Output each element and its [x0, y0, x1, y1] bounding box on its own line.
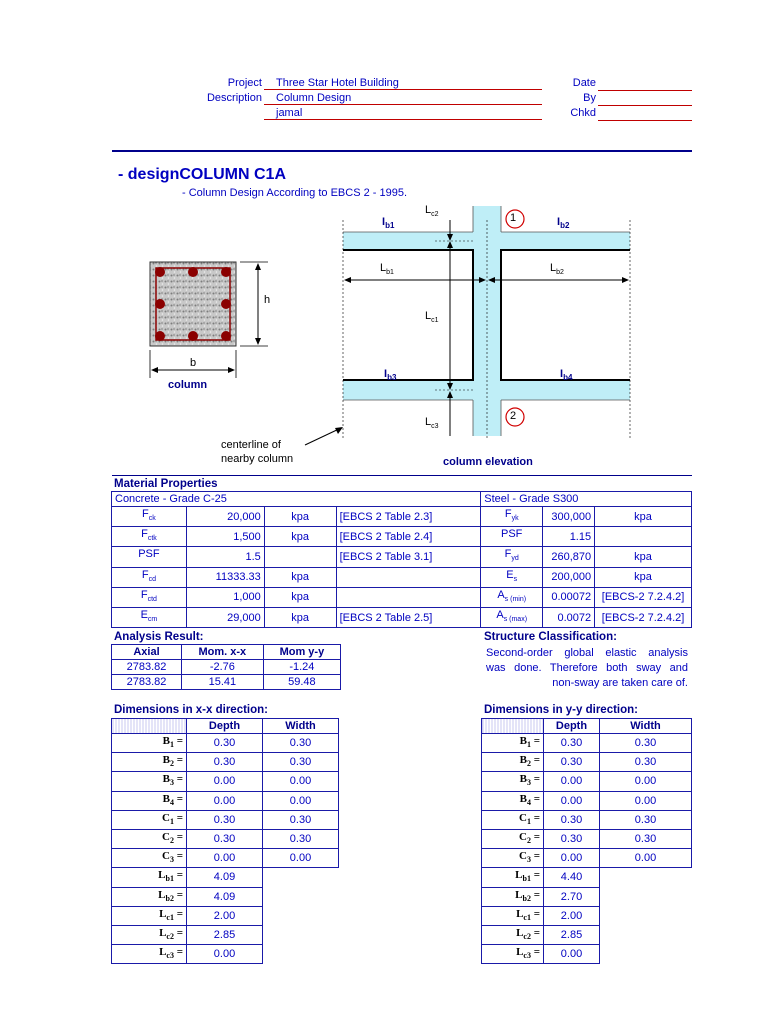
- steel-grade: Steel - Grade S300: [481, 492, 692, 507]
- by-label: By: [583, 92, 596, 104]
- dimension-label: $C_3$ =: [482, 849, 544, 868]
- value-cell: 11333.33: [186, 567, 264, 587]
- symbol-cell: $A_{s (min)}$: [481, 587, 543, 607]
- structure-line-2: was done. Therefore both sway and: [486, 662, 688, 674]
- description-value: Column Design: [264, 92, 542, 105]
- value-cell: 29,000: [186, 607, 264, 627]
- depth-cell: 2.85: [187, 925, 263, 944]
- symbol-cell: $F_{ctk}$: [112, 527, 187, 547]
- width-cell: 0.30: [600, 829, 692, 848]
- symbol-cell: $A_{s (max)}$: [481, 607, 543, 627]
- lb2-label: $L_{b2}$: [550, 262, 564, 277]
- dimension-row: [482, 753, 692, 772]
- width-cell: 0.30: [600, 810, 692, 829]
- dimension-row: [482, 925, 692, 944]
- empty-cell: [263, 906, 339, 925]
- analysis-table: [111, 644, 341, 690]
- col-width: Width: [263, 719, 339, 734]
- dimension-label: $B_3$ =: [482, 772, 544, 791]
- concrete-grade: Concrete - Grade C-25: [112, 492, 481, 507]
- width-cell: 0.00: [263, 772, 339, 791]
- dims-y-table: [481, 718, 692, 964]
- symbol-cell: $F_{yk}$: [481, 507, 543, 527]
- hatch-cell: [112, 719, 187, 734]
- chkd-field: [598, 107, 692, 121]
- dimension-row: [112, 791, 339, 810]
- description-label: Description: [206, 92, 262, 104]
- ib3-label: $I_{b3}$: [384, 368, 397, 383]
- material-row: [112, 607, 692, 627]
- depth-cell: 4.09: [187, 887, 263, 906]
- section-divider: [112, 475, 692, 476]
- unit-cell: kpa: [264, 507, 336, 527]
- symbol-cell: $F_{ctd}$: [112, 587, 187, 607]
- depth-cell: 0.30: [544, 829, 600, 848]
- structure-line-3: non-sway are taken care of.: [552, 677, 688, 689]
- unit-cell: kpa: [264, 587, 336, 607]
- centerline-label-1: centerline of: [221, 439, 281, 451]
- dimension-row: [112, 810, 339, 829]
- width-cell: 0.30: [600, 753, 692, 772]
- lc3-label: $L_{c3}$: [425, 416, 439, 431]
- depth-cell: 0.30: [187, 810, 263, 829]
- value-cell: 1,000: [186, 587, 264, 607]
- steel-unit-cell: kpa: [595, 507, 692, 527]
- symbol-cell: PSF: [112, 547, 187, 567]
- symbol-cell: $E_{cm}$: [112, 607, 187, 627]
- empty-cell: [600, 925, 692, 944]
- dimension-row: [482, 734, 692, 753]
- symbol-cell: $F_{ck}$: [112, 507, 187, 527]
- analysis-cell: -1.24: [263, 660, 340, 675]
- steel-unit-cell: [EBCS-2 7.2.4.2]: [595, 607, 692, 627]
- analysis-title: Analysis Result:: [114, 631, 204, 643]
- empty-cell: [600, 868, 692, 887]
- ib1-label: $I_{b1}$: [382, 216, 395, 231]
- dimension-row: [482, 906, 692, 925]
- analysis-cell: 2783.82: [112, 660, 182, 675]
- steel-value-cell: 300,000: [543, 507, 595, 527]
- hatch-cell: [482, 719, 544, 734]
- material-row: [112, 567, 692, 587]
- value-cell: 20,000: [186, 507, 264, 527]
- reference-cell: [336, 567, 481, 587]
- depth-cell: 4.09: [187, 868, 263, 887]
- header-divider: [112, 150, 692, 152]
- structure-line-1: Second-order global elastic analysis: [486, 647, 688, 659]
- unit-cell: kpa: [264, 607, 336, 627]
- ib2-label: $I_{b2}$: [557, 216, 570, 231]
- symbol-cell: PSF: [481, 527, 543, 547]
- dimension-row: [482, 868, 692, 887]
- material-table: [111, 491, 692, 628]
- column-label: column: [168, 379, 208, 391]
- width-cell: 0.30: [263, 829, 339, 848]
- col-width: Width: [600, 719, 692, 734]
- dimension-row: [482, 810, 692, 829]
- lc2-label: $L_{c2}$: [425, 204, 439, 219]
- width-cell: 0.30: [263, 753, 339, 772]
- dimension-row: [112, 849, 339, 868]
- dimension-label: $B_2$ =: [482, 753, 544, 772]
- elevation-label: column elevation: [443, 456, 533, 468]
- dimension-row: [112, 906, 339, 925]
- dimension-row: [482, 945, 692, 964]
- steel-value-cell: 1.15: [543, 527, 595, 547]
- reference-cell: [EBCS 2 Table 3.1]: [336, 547, 481, 567]
- chkd-label: Chkd: [570, 107, 596, 119]
- project-label: Project: [227, 77, 262, 89]
- width-cell: 0.30: [263, 810, 339, 829]
- width-cell: 0.00: [263, 849, 339, 868]
- depth-cell: 0.30: [187, 753, 263, 772]
- depth-cell: 0.00: [544, 945, 600, 964]
- ib4-label: $I_{b4}$: [560, 368, 573, 383]
- dimension-label: $L_{b2}$ =: [482, 887, 544, 906]
- page-title: - designCOLUMN C1A: [118, 166, 286, 183]
- dimension-label: $L_{b1}$ =: [482, 868, 544, 887]
- date-label: Date: [572, 77, 596, 89]
- date-field: [598, 77, 692, 91]
- depth-cell: 2.70: [544, 887, 600, 906]
- unit-cell: kpa: [264, 527, 336, 547]
- dimension-label: $L_{c3}$ =: [482, 945, 544, 964]
- page-subtitle: - Column Design According to EBCS 2 - 1995.: [182, 187, 408, 199]
- empty-cell: [600, 906, 692, 925]
- dimension-label: $B_3$ =: [112, 772, 187, 791]
- unit-cell: kpa: [264, 567, 336, 587]
- dimension-label: $C_1$ =: [112, 810, 187, 829]
- dimension-row: [482, 791, 692, 810]
- dimension-row: [482, 829, 692, 848]
- material-row: [112, 547, 692, 567]
- steel-unit-cell: [EBCS-2 7.2.4.2]: [595, 587, 692, 607]
- empty-cell: [263, 868, 339, 887]
- dimension-label: $C_2$ =: [112, 829, 187, 848]
- structure-title: Structure Classification:: [484, 631, 617, 643]
- dimension-row: [112, 868, 339, 887]
- empty-cell: [263, 887, 339, 906]
- width-cell: 0.00: [600, 791, 692, 810]
- reference-cell: [EBCS 2 Table 2.5]: [336, 607, 481, 627]
- depth-cell: 0.30: [187, 734, 263, 753]
- steel-value-cell: 0.0072: [543, 607, 595, 627]
- lc1-label: $L_{c1}$: [425, 310, 439, 325]
- reference-cell: [EBCS 2 Table 2.4]: [336, 527, 481, 547]
- column-elevation-diagram: [295, 200, 645, 470]
- empty-cell: [600, 887, 692, 906]
- dimension-label: $B_4$ =: [112, 791, 187, 810]
- dimension-row: [112, 734, 339, 753]
- node-2-label: 2: [510, 410, 517, 422]
- depth-cell: 0.30: [544, 753, 600, 772]
- dimension-row: [112, 753, 339, 772]
- analysis-cell: 15.41: [181, 675, 263, 690]
- value-cell: 1.5: [186, 547, 264, 567]
- value-cell: 1,500: [186, 527, 264, 547]
- depth-cell: 0.00: [187, 945, 263, 964]
- dimension-label: $C_1$ =: [482, 810, 544, 829]
- col-axial: Axial: [112, 645, 182, 660]
- material-row: [112, 507, 692, 527]
- dims-x-title: Dimensions in x-x direction:: [114, 704, 268, 716]
- steel-unit-cell: kpa: [595, 547, 692, 567]
- dimension-label: $B_2$ =: [112, 753, 187, 772]
- dimension-label: $L_{c2}$ =: [112, 925, 187, 944]
- steel-value-cell: 260,870: [543, 547, 595, 567]
- depth-cell: 0.30: [544, 734, 600, 753]
- dimension-row: [482, 849, 692, 868]
- dimension-label: $L_{c1}$ =: [112, 906, 187, 925]
- material-title: Material Properties: [114, 478, 218, 490]
- steel-unit-cell: [595, 527, 692, 547]
- by-field: [598, 92, 692, 106]
- depth-cell: 0.30: [544, 810, 600, 829]
- depth-cell: 0.00: [187, 772, 263, 791]
- width-cell: 0.30: [600, 734, 692, 753]
- width-cell: 0.00: [600, 772, 692, 791]
- dimension-row: [112, 945, 339, 964]
- analysis-cell: 59.48: [263, 675, 340, 690]
- depth-cell: 0.00: [544, 791, 600, 810]
- width-cell: 0.00: [263, 791, 339, 810]
- depth-cell: 2.00: [544, 906, 600, 925]
- symbol-cell: $E_s$: [481, 567, 543, 587]
- dimension-label: $C_3$ =: [112, 849, 187, 868]
- material-row: [112, 587, 692, 607]
- dimension-row: [112, 772, 339, 791]
- col-depth: Depth: [187, 719, 263, 734]
- reference-cell: [EBCS 2 Table 2.3]: [336, 507, 481, 527]
- dims-y-title: Dimensions in y-y direction:: [484, 704, 638, 716]
- col-depth: Depth: [544, 719, 600, 734]
- centerline-label-2: nearby column: [221, 453, 294, 465]
- analysis-row: [112, 660, 341, 675]
- symbol-cell: $F_{yd}$: [481, 547, 543, 567]
- analysis-cell: -2.76: [181, 660, 263, 675]
- steel-value-cell: 200,000: [543, 567, 595, 587]
- unit-cell: [264, 547, 336, 567]
- depth-cell: 0.00: [544, 772, 600, 791]
- empty-cell: [600, 945, 692, 964]
- depth-cell: 0.00: [544, 849, 600, 868]
- extra-value: jamal: [264, 107, 542, 120]
- dimension-label: $B_1$ =: [112, 734, 187, 753]
- depth-cell: 0.00: [187, 849, 263, 868]
- depth-cell: 2.00: [187, 906, 263, 925]
- dimension-label: $L_{c2}$ =: [482, 925, 544, 944]
- h-label: h: [264, 294, 271, 306]
- analysis-row: [112, 675, 341, 690]
- dimension-label: $B_1$ =: [482, 734, 544, 753]
- dimension-label: $L_{b1}$ =: [112, 868, 187, 887]
- depth-cell: 0.00: [187, 791, 263, 810]
- dimension-label: $C_2$ =: [482, 829, 544, 848]
- dimension-row: [482, 887, 692, 906]
- steel-value-cell: 0.00072: [543, 587, 595, 607]
- dimension-row: [112, 925, 339, 944]
- depth-cell: 2.85: [544, 925, 600, 944]
- steel-unit-cell: kpa: [595, 567, 692, 587]
- dimension-label: $B_4$ =: [482, 791, 544, 810]
- reference-cell: [336, 587, 481, 607]
- dimension-row: [112, 887, 339, 906]
- depth-cell: 4.40: [544, 868, 600, 887]
- empty-cell: [263, 925, 339, 944]
- width-cell: 0.30: [263, 734, 339, 753]
- dims-x-table: [111, 718, 339, 964]
- analysis-cell: 2783.82: [112, 675, 182, 690]
- material-row: [112, 527, 692, 547]
- lb1-label: $L_{b1}$: [380, 262, 394, 277]
- dimension-row: [112, 829, 339, 848]
- column-section-diagram: [140, 250, 280, 400]
- dimension-row: [482, 772, 692, 791]
- col-mom-xx: Mom. x-x: [181, 645, 263, 660]
- dimension-label: $L_{b2}$ =: [112, 887, 187, 906]
- dimension-label: $L_{c3}$ =: [112, 945, 187, 964]
- b-label: b: [190, 357, 197, 369]
- width-cell: 0.00: [600, 849, 692, 868]
- col-mom-yy: Mom y-y: [263, 645, 340, 660]
- empty-cell: [263, 945, 339, 964]
- depth-cell: 0.30: [187, 829, 263, 848]
- symbol-cell: $F_{cd}$: [112, 567, 187, 587]
- node-1-label: 1: [510, 212, 517, 224]
- dimension-label: $L_{c1}$ =: [482, 906, 544, 925]
- project-value: Three Star Hotel Building: [264, 77, 542, 90]
